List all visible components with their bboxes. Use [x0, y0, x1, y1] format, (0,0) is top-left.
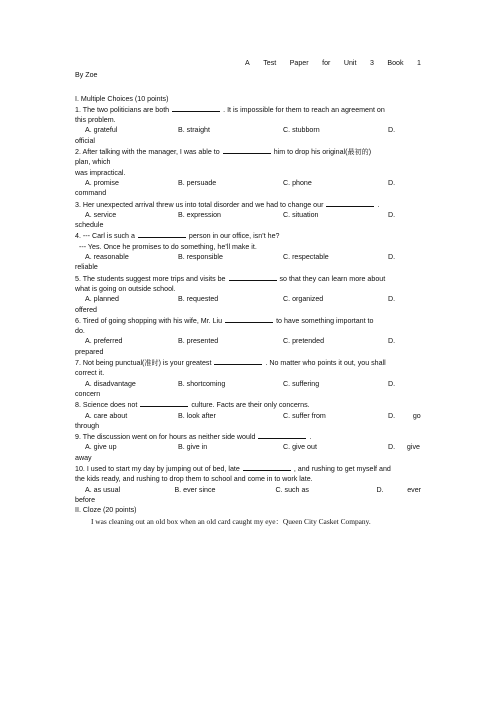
stem-continuation: correct it.	[75, 369, 105, 378]
option-a[interactable]: A. preferred	[85, 337, 123, 346]
question-3	[75, 199, 421, 231]
option-b[interactable]: B. responsible	[178, 253, 223, 262]
option-a[interactable]: A. reasonable	[85, 253, 129, 262]
answer-blank[interactable]	[225, 315, 273, 323]
option-b[interactable]: B. presented	[178, 337, 219, 346]
question-7	[75, 357, 421, 399]
question-stem	[75, 146, 421, 157]
question-stem	[75, 399, 421, 410]
question-4	[75, 230, 421, 272]
option-b[interactable]: B. expression	[178, 210, 221, 219]
question-stem	[75, 230, 421, 241]
options-row	[75, 336, 421, 346]
option-b[interactable]: B. shortcoming	[178, 379, 226, 388]
option-a[interactable]: A. disadvantage	[85, 379, 136, 388]
option-a[interactable]: A. planned	[85, 295, 119, 304]
options-row	[75, 125, 421, 135]
option-b[interactable]: B. requested	[178, 295, 219, 304]
option-c[interactable]: C. phone	[283, 178, 312, 187]
option-d[interactable]: D.	[388, 178, 396, 187]
answer-blank[interactable]	[140, 399, 188, 407]
title-word: 1	[417, 59, 421, 67]
question-6	[75, 315, 421, 357]
title-word: Test	[263, 59, 277, 67]
option-c[interactable]: C. respectable	[283, 253, 329, 262]
stem-text: 2. After talking with the manager, I was able to	[75, 148, 220, 157]
option-b[interactable]: B. persuade	[178, 178, 217, 187]
stem-text: 4. --- Carl is such a	[75, 232, 135, 241]
option-d-continuation: away	[75, 453, 92, 462]
option-d-continuation: reliable	[75, 263, 98, 272]
options-row	[75, 252, 421, 262]
author-line: By Zoe	[75, 71, 98, 80]
question-stem	[75, 104, 421, 115]
answer-blank[interactable]	[172, 104, 220, 112]
option-a[interactable]: A. promise	[85, 178, 119, 187]
title-word: 3	[369, 59, 374, 67]
stem-text: 7. Not being punctual(准时) is your greatest	[75, 359, 212, 368]
section-heading-cloze: II. Cloze (20 points)	[75, 506, 137, 515]
option-a[interactable]: A. give up	[85, 443, 117, 452]
option-d[interactable]: D. give	[388, 443, 420, 452]
stem-continuation: the kids ready, and rushing to drop them to school and come in to work late.	[75, 475, 313, 484]
stem-text: .	[377, 200, 380, 209]
option-a[interactable]: A. as usual	[85, 485, 121, 494]
stem-text: 9. The discussion went on for hours as neither side would	[75, 433, 256, 442]
stem-text: 5. The students suggest more trips and visits be	[75, 274, 226, 283]
option-c[interactable]: C. suffer from	[283, 411, 326, 420]
question-5	[75, 273, 421, 315]
answer-blank[interactable]	[229, 273, 277, 281]
stem-text: 3. Her unexpected arrival threw us into total disorder and we had to change our	[75, 200, 324, 209]
stem-text: him to drop his original(最初的)	[273, 148, 372, 157]
stem-continuation: plan, which	[75, 158, 111, 167]
option-d[interactable]: D. ever	[376, 485, 421, 494]
option-a[interactable]: A. service	[85, 210, 117, 219]
options-row	[75, 210, 421, 220]
question-10	[75, 463, 421, 505]
stem-text: so that they can learn more about	[279, 274, 386, 283]
question-2	[75, 146, 421, 198]
option-d-continuation: offered	[75, 305, 97, 314]
option-d[interactable]: D.	[388, 337, 396, 346]
paper-title	[245, 58, 421, 68]
option-d[interactable]: D.	[388, 295, 396, 304]
option-d-continuation: before	[75, 495, 96, 504]
stem-text: 8. Science does not	[75, 401, 138, 410]
option-b[interactable]: B. ever since	[174, 485, 216, 494]
stem-continuation: do.	[75, 327, 85, 336]
option-d[interactable]: D.	[388, 126, 396, 135]
stem-continuation: what is going on outside school.	[75, 284, 176, 293]
answer-blank[interactable]	[243, 463, 291, 471]
answer-blank[interactable]	[258, 431, 306, 439]
option-c[interactable]: C. give out	[283, 443, 317, 452]
option-d-continuation: command	[75, 189, 107, 198]
question-1	[75, 104, 421, 146]
option-b[interactable]: B. give in	[178, 443, 208, 452]
stem-text: to have something important to	[276, 316, 374, 325]
option-c[interactable]: C. such as	[275, 485, 309, 494]
question-9	[75, 431, 421, 463]
option-d-continuation: concern	[75, 389, 101, 398]
answer-blank[interactable]	[326, 199, 374, 207]
answer-blank[interactable]	[223, 146, 271, 154]
option-d-continuation: official	[75, 136, 95, 145]
question-stem	[75, 199, 421, 210]
section-heading-multiple-choice: I. Multiple Choices (10 points)	[75, 94, 169, 103]
option-d[interactable]: D.	[388, 210, 396, 219]
question-stem	[75, 463, 421, 474]
title-word: Book	[387, 59, 404, 67]
title-word: for	[322, 59, 331, 67]
title-word: Paper	[289, 59, 309, 67]
stem-continuation: was impractical.	[75, 168, 126, 177]
options-row	[75, 294, 421, 304]
stem-text: 10. I used to start my day by jumping out of bed, late	[75, 464, 240, 473]
options-row	[75, 178, 421, 188]
stem-text: .	[309, 433, 312, 442]
option-c[interactable]: C. suffering	[283, 379, 320, 388]
stem-text: culture. Facts are their only concerns.	[191, 401, 310, 410]
question-stem	[75, 273, 421, 284]
test-paper	[75, 58, 421, 528]
answer-blank[interactable]	[214, 357, 262, 365]
options-row	[75, 411, 421, 421]
options-row	[75, 442, 421, 452]
answer-blank[interactable]	[138, 230, 186, 238]
option-b[interactable]: B. straight	[178, 126, 210, 135]
option-c[interactable]: C. organized	[283, 295, 324, 304]
title-word: A	[245, 59, 250, 67]
option-d[interactable]: D.	[388, 379, 396, 388]
option-c[interactable]: C. situation	[283, 210, 319, 219]
stem-text: . It is impossible for them to reach an agreement on	[223, 105, 385, 114]
option-d-continuation: through	[75, 421, 100, 430]
question-stem	[75, 431, 421, 442]
option-a[interactable]: A. care about	[85, 411, 128, 420]
option-c[interactable]: C. pretended	[283, 337, 325, 346]
option-d-continuation: schedule	[75, 221, 104, 230]
stem-text: 6. Tired of going shopping with his wife, Mr. Liu	[75, 316, 223, 325]
cloze-passage: I was cleaning out an old box when an old card caught my eye：Queen City Casket Company.	[91, 517, 371, 527]
title-word: Unit	[343, 59, 357, 67]
option-d-continuation: prepared	[75, 347, 104, 356]
stem-text: . No matter who points it out, you shall	[265, 359, 386, 368]
stem-continuation: --- Yes. Once he promises to do something, he’ll make it.	[79, 242, 257, 251]
option-a[interactable]: A. grateful	[85, 126, 118, 135]
options-row	[75, 485, 421, 495]
option-d[interactable]: D. go	[388, 411, 421, 420]
question-stem	[75, 357, 421, 368]
option-d[interactable]: D.	[388, 253, 396, 262]
stem-text: person in our office, isn’t he?	[188, 232, 280, 241]
stem-text: 1. The two politicians are both	[75, 105, 170, 114]
question-stem	[75, 315, 421, 326]
stem-text: , and rushing to get myself and	[293, 464, 391, 473]
stem-continuation: this problem.	[75, 116, 116, 125]
option-c[interactable]: C. stubborn	[283, 126, 320, 135]
options-row	[75, 379, 421, 389]
question-list	[75, 104, 421, 505]
question-8	[75, 399, 421, 431]
option-b[interactable]: B. look after	[178, 411, 216, 420]
